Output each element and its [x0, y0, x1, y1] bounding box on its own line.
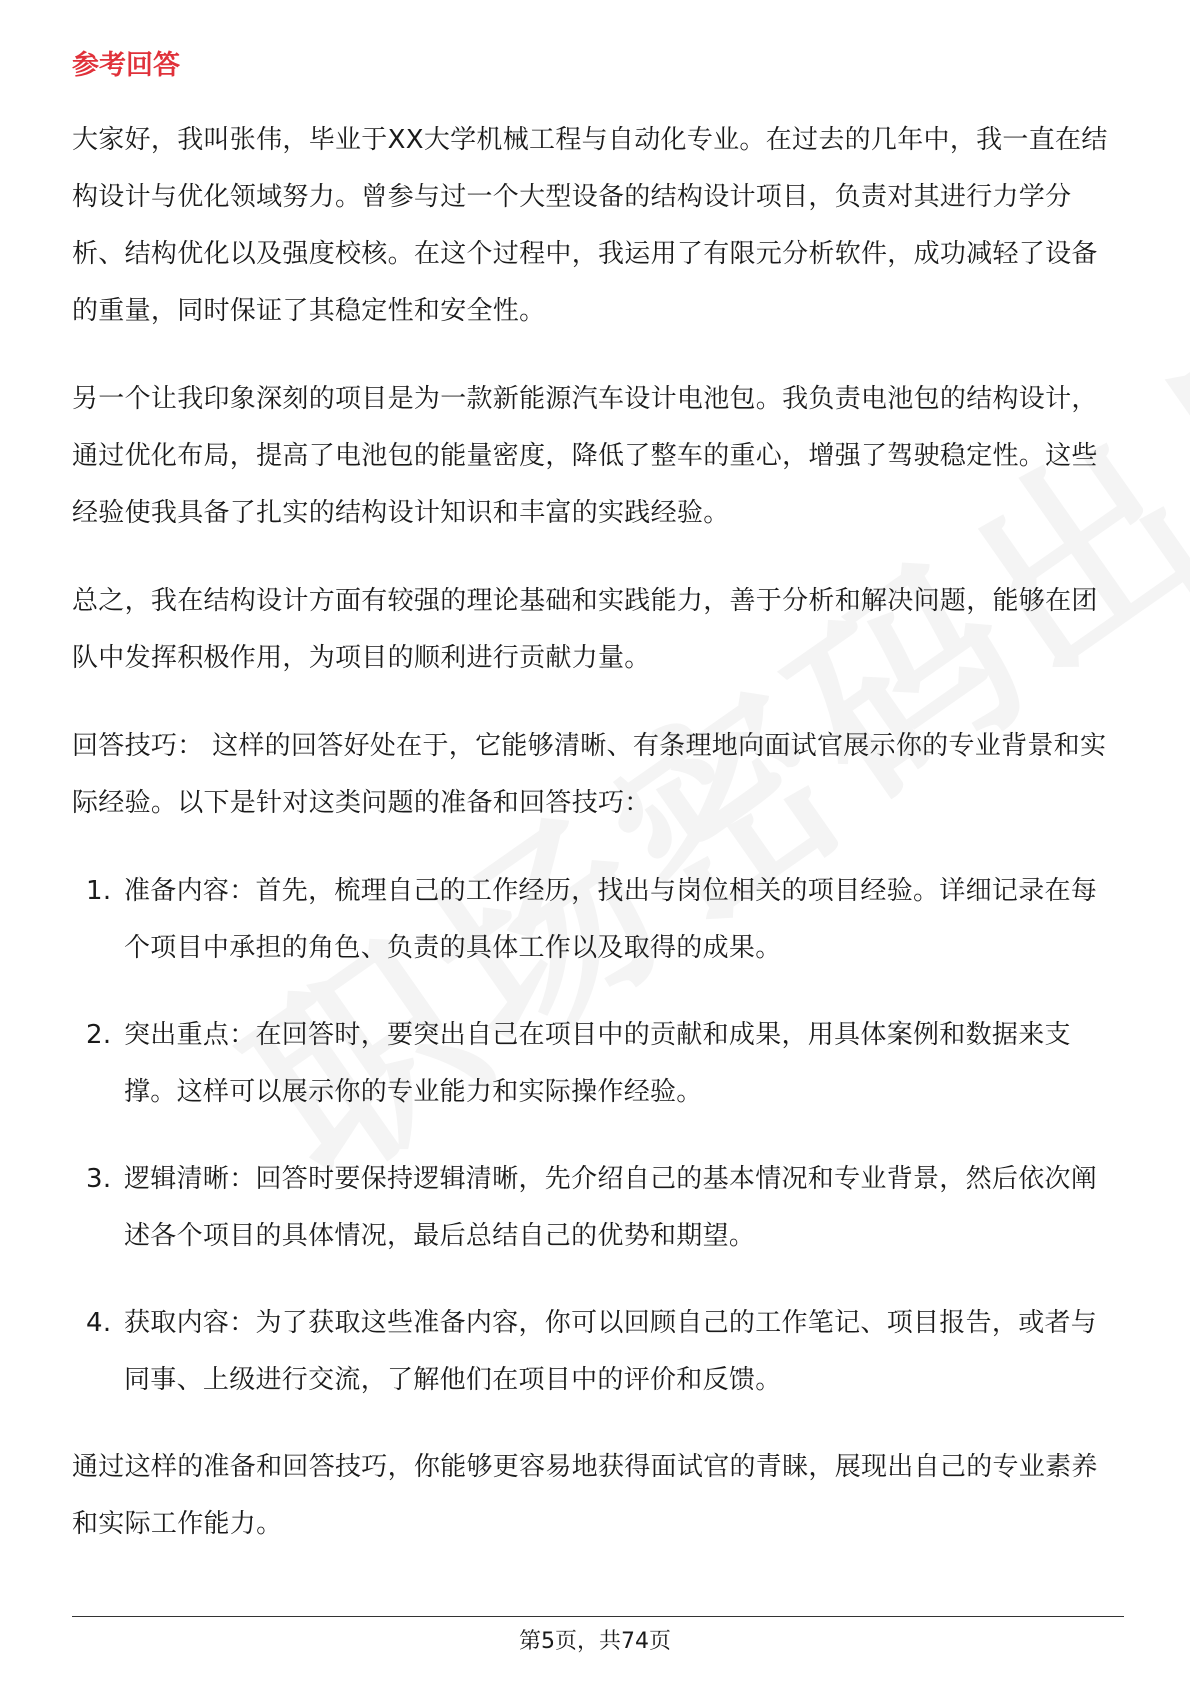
page-number: 第5页，共74页: [519, 1629, 671, 1654]
tips-list: [72, 863, 1122, 1409]
section-heading: 参考回答: [72, 50, 180, 81]
list-item-number: 3.: [86, 1164, 112, 1194]
list-item-number: 2.: [86, 1020, 112, 1050]
project-paragraph: 另一个让我印象深刻的项目是为一款新能源汽车设计电池包。我负责电池包的结构设计，通过优化布局，提高了电池包的能量密度，降低了整车的重心，增强了驾驶稳定性。这些经验使我具备了扎实的结构设计知识和丰富的实践经验。: [72, 384, 1098, 528]
list-item-number: 1.: [86, 876, 112, 906]
tips-intro-paragraph: 回答技巧： 这样的回答好处在于，它能够清晰、有条理地向面试官展示你的专业背景和实际经验。以下是针对这类问题的准备和回答技巧：: [72, 731, 1107, 818]
list-item: [72, 1007, 1122, 1121]
list-item-text: 获取内容：为了获取这些准备内容，你可以回顾自己的工作笔记、项目报告，或者与同事、上级进行交流，了解他们在项目中的评价和反馈。: [124, 1308, 1098, 1395]
list-item-text: 逻辑清晰：回答时要保持逻辑清晰，先介绍自己的基本情况和专业背景，然后依次阐述各个项目的具体情况，最后总结自己的优势和期望。: [124, 1164, 1098, 1251]
summary-paragraph: 总之，我在结构设计方面有较强的理论基础和实践能力，善于分析和解决问题，能够在团队中发挥积极作用，为项目的顺利进行贡献力量。: [72, 586, 1098, 673]
list-item: [72, 1151, 1122, 1265]
footer-divider: [72, 1616, 1124, 1617]
list-item-text: 突出重点：在回答时，要突出自己在项目中的贡献和成果，用具体案例和数据来支撑。这样可以展示你的专业能力和实际操作经验。: [124, 1020, 1071, 1107]
page-content: [72, 46, 1122, 1584]
list-item: [72, 863, 1122, 977]
list-item-number: 4.: [86, 1308, 112, 1338]
intro-paragraph: 大家好，我叫张伟，毕业于XX大学机械工程与自动化专业。在过去的几年中，我一直在结构设计与优化领域努力。曾参与过一个大型设备的结构设计项目，负责对其进行力学分析、结构优化以及强度校核。在这个过程中，我运用了有限元分析软件，成功减轻了设备的重量，同时保证了其稳定性和安全性。: [72, 125, 1108, 326]
list-item: [72, 1295, 1122, 1409]
closing-paragraph: 通过这样的准备和回答技巧，你能够更容易地获得面试官的青睐，展现出自己的专业素养和实际工作能力。: [72, 1452, 1098, 1539]
list-item-text: 准备内容：首先，梳理自己的工作经历，找出与岗位相关的项目经验。详细记录在每个项目中承担的角色、负责的具体工作以及取得的成果。: [124, 876, 1098, 963]
